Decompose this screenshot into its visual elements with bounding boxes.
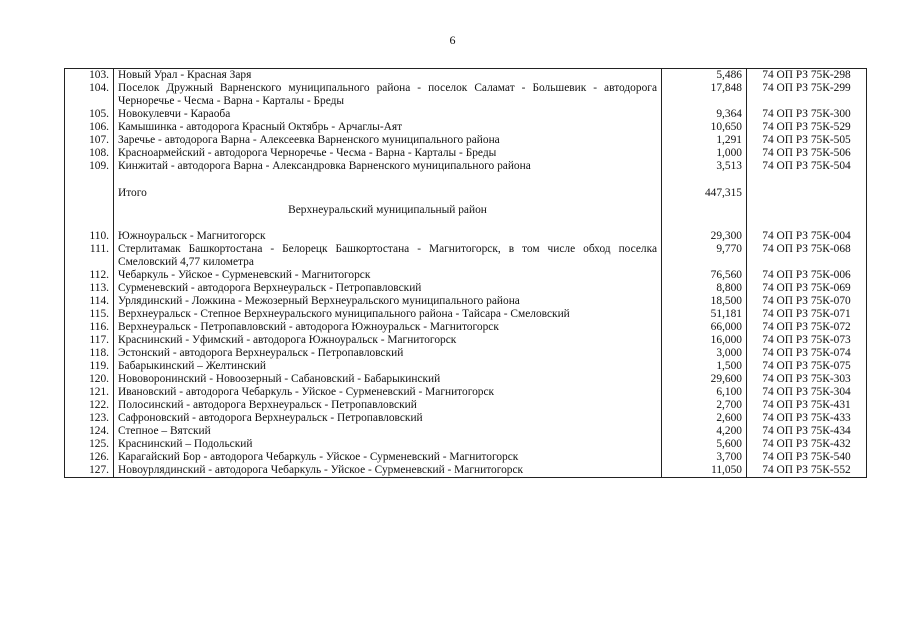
road-code: 74 ОП РЗ 75К-505	[747, 134, 867, 147]
road-length: 66,000	[662, 321, 747, 334]
road-code: 74 ОП РЗ 75К-432	[747, 438, 867, 451]
row-number: 106.	[65, 121, 114, 134]
spacer-cell	[65, 173, 114, 187]
road-length: 51,181	[662, 308, 747, 321]
road-length: 1,500	[662, 360, 747, 373]
road-code: 74 ОП РЗ 75К-540	[747, 451, 867, 464]
road-code: 74 ОП РЗ 75К-434	[747, 425, 867, 438]
road-length: 29,600	[662, 373, 747, 386]
row-number: 122.	[65, 399, 114, 412]
road-name: Эстонский - автодорога Верхнеуральск - Петропавловский	[114, 347, 662, 360]
road-length: 5,486	[662, 69, 747, 83]
road-name: Новый Урал - Красная Заря	[114, 69, 662, 83]
table-row	[65, 230, 867, 243]
row-number: 117.	[65, 334, 114, 347]
total-value: 447,315	[662, 187, 747, 200]
road-code: 74 ОП РЗ 75К-303	[747, 373, 867, 386]
road-name: Степное – Вятский	[114, 425, 662, 438]
road-code: 74 ОП РЗ 75К-506	[747, 147, 867, 160]
road-code: 74 ОП РЗ 75К-073	[747, 334, 867, 347]
row-number: 123.	[65, 412, 114, 425]
row-number: 110.	[65, 230, 114, 243]
road-code: 74 ОП РЗ 75К-074	[747, 347, 867, 360]
road-length: 4,200	[662, 425, 747, 438]
table-row	[65, 334, 867, 347]
road-code: 74 ОП РЗ 75К-068	[747, 243, 867, 269]
road-code: 74 ОП РЗ 75К-004	[747, 230, 867, 243]
road-code: 74 ОП РЗ 75К-304	[747, 386, 867, 399]
table-row	[65, 451, 867, 464]
row-number: 103.	[65, 69, 114, 83]
spacer-cell	[114, 173, 662, 187]
spacer-cell	[747, 221, 867, 230]
road-code: 74 ОП РЗ 75К-006	[747, 269, 867, 282]
road-length: 10,650	[662, 121, 747, 134]
row-number: 111.	[65, 243, 114, 269]
road-length: 8,800	[662, 282, 747, 295]
row-number: 124.	[65, 425, 114, 438]
road-length: 3,700	[662, 451, 747, 464]
road-name: Стерлитамак Башкортостана - Белорецк Башкортостана - Магнитогорск, в том числе обход поселка Смеловский 4,77 километра	[114, 243, 662, 269]
table-row	[65, 160, 867, 173]
road-code: 74 ОП РЗ 75К-433	[747, 412, 867, 425]
table-row	[65, 399, 867, 412]
road-name: Верхнеуральск - Степное Верхнеуральского муниципального района - Тайсара - Смеловский	[114, 308, 662, 321]
spacer-row	[65, 221, 867, 230]
road-code: 74 ОП РЗ 75К-504	[747, 160, 867, 173]
road-name: Новокулевчи - Караоба	[114, 108, 662, 121]
spacer-row	[65, 173, 867, 187]
road-code: 74 ОП РЗ 75К-300	[747, 108, 867, 121]
row-number: 120.	[65, 373, 114, 386]
road-name: Заречье - автодорога Варна - Алексеевка Варненского муниципального района	[114, 134, 662, 147]
road-code: 74 ОП РЗ 75К-071	[747, 308, 867, 321]
table-row	[65, 121, 867, 134]
road-length: 6,100	[662, 386, 747, 399]
road-name: Полосинский - автодорога Верхнеуральск - Петропавловский	[114, 399, 662, 412]
table-row	[65, 108, 867, 121]
road-name: Кинжитай - автодорога Варна - Александровка Варненского муниципального района	[114, 160, 662, 173]
road-length: 5,600	[662, 438, 747, 451]
table-row	[65, 269, 867, 282]
road-length: 18,500	[662, 295, 747, 308]
road-name: Нововоронинский - Новоозерный - Сабановский - Бабарыкинский	[114, 373, 662, 386]
road-name: Сурменевский - автодорога Верхнеуральск - Петропавловский	[114, 282, 662, 295]
row-number: 116.	[65, 321, 114, 334]
table-row	[65, 464, 867, 478]
table-row	[65, 69, 867, 83]
row-number: 126.	[65, 451, 114, 464]
section-length-cell	[662, 200, 747, 221]
road-length: 76,560	[662, 269, 747, 282]
row-number: 114.	[65, 295, 114, 308]
spacer-cell	[662, 221, 747, 230]
section-number-cell	[65, 200, 114, 221]
road-code: 74 ОП РЗ 75К-529	[747, 121, 867, 134]
page-number: 6	[449, 33, 456, 47]
roads-table	[64, 68, 867, 478]
road-name: Краснинский – Подольский	[114, 438, 662, 451]
road-length: 1,000	[662, 147, 747, 160]
table-row	[65, 308, 867, 321]
table-row	[65, 82, 867, 108]
table-row	[65, 321, 867, 334]
spacer-cell	[65, 221, 114, 230]
row-number: 115.	[65, 308, 114, 321]
road-code: 74 ОП РЗ 75К-070	[747, 295, 867, 308]
road-name: Ивановский - автодорога Чебаркуль - Уйское - Сурменевский - Магнитогорск	[114, 386, 662, 399]
row-number: 125.	[65, 438, 114, 451]
road-name: Урлядинский - Ложкина - Межозерный Верхнеуральского муниципального района	[114, 295, 662, 308]
road-code: 74 ОП РЗ 75К-299	[747, 82, 867, 108]
row-number: 112.	[65, 269, 114, 282]
total-row	[65, 187, 867, 200]
spacer-cell	[747, 173, 867, 187]
road-name: Новоурлядинский - автодорога Чебаркуль - Уйское - Сурменевский - Магнитогорск	[114, 464, 662, 478]
road-length: 1,291	[662, 134, 747, 147]
road-code: 74 ОП РЗ 75К-431	[747, 399, 867, 412]
spacer-cell	[114, 221, 662, 230]
roads-table-body	[65, 69, 867, 478]
row-number: 108.	[65, 147, 114, 160]
road-length: 17,848	[662, 82, 747, 108]
table-row	[65, 243, 867, 269]
row-number: 113.	[65, 282, 114, 295]
road-length: 9,364	[662, 108, 747, 121]
road-name: Сафроновский - автодорога Верхнеуральск - Петропавловский	[114, 412, 662, 425]
road-length: 16,000	[662, 334, 747, 347]
road-length: 3,000	[662, 347, 747, 360]
row-number: 104.	[65, 82, 114, 108]
row-number: 127.	[65, 464, 114, 478]
road-length: 3,513	[662, 160, 747, 173]
road-code: 74 ОП РЗ 75К-552	[747, 464, 867, 478]
row-number: 109.	[65, 160, 114, 173]
road-code: 74 ОП РЗ 75К-298	[747, 69, 867, 83]
road-length: 29,300	[662, 230, 747, 243]
road-length: 9,770	[662, 243, 747, 269]
road-name: Южноуральск - Магнитогорск	[114, 230, 662, 243]
road-name: Камышинка - автодорога Красный Октябрь - Арчаглы-Аят	[114, 121, 662, 134]
road-name: Чебаркуль - Уйское - Сурменевский - Магнитогорск	[114, 269, 662, 282]
table-row	[65, 295, 867, 308]
road-code: 74 ОП РЗ 75К-069	[747, 282, 867, 295]
table-row	[65, 134, 867, 147]
road-code: 74 ОП РЗ 75К-075	[747, 360, 867, 373]
spacer-cell	[662, 173, 747, 187]
section-row	[65, 200, 867, 221]
road-name: Карагайский Бор - автодорога Чебаркуль - Уйское - Сурменевский - Магнитогорск	[114, 451, 662, 464]
table-row	[65, 373, 867, 386]
section-title: Верхнеуральский муниципальный район	[114, 200, 662, 221]
table-row	[65, 438, 867, 451]
road-name: Верхнеуральск - Петропавловский - автодорога Южноуральск - Магнитогорск	[114, 321, 662, 334]
table-row	[65, 412, 867, 425]
section-code-cell	[747, 200, 867, 221]
table-row	[65, 347, 867, 360]
road-length: 2,700	[662, 399, 747, 412]
row-number: 118.	[65, 347, 114, 360]
table-row	[65, 425, 867, 438]
road-length: 11,050	[662, 464, 747, 478]
row-number: 119.	[65, 360, 114, 373]
total-label: Итого	[114, 187, 662, 200]
road-name: Поселок Дружный Варненского муниципального района - поселок Саламат - Большевик - автодорога Черноречье - Чесма - Варна - Карталы - Бреды	[114, 82, 662, 108]
road-name: Краснинский - Уфимский - автодорога Южноуральск - Магнитогорск	[114, 334, 662, 347]
table-row	[65, 386, 867, 399]
road-name: Бабарыкинский – Желтинский	[114, 360, 662, 373]
row-number: 107.	[65, 134, 114, 147]
table-row	[65, 282, 867, 295]
road-length: 2,600	[662, 412, 747, 425]
road-code: 74 ОП РЗ 75К-072	[747, 321, 867, 334]
road-name: Красноармейский - автодорога Черноречье - Чесма - Варна - Карталы - Бреды	[114, 147, 662, 160]
row-number: 105.	[65, 108, 114, 121]
table-row	[65, 360, 867, 373]
table-row	[65, 147, 867, 160]
total-number-cell	[65, 187, 114, 200]
row-number: 121.	[65, 386, 114, 399]
total-code-cell	[747, 187, 867, 200]
